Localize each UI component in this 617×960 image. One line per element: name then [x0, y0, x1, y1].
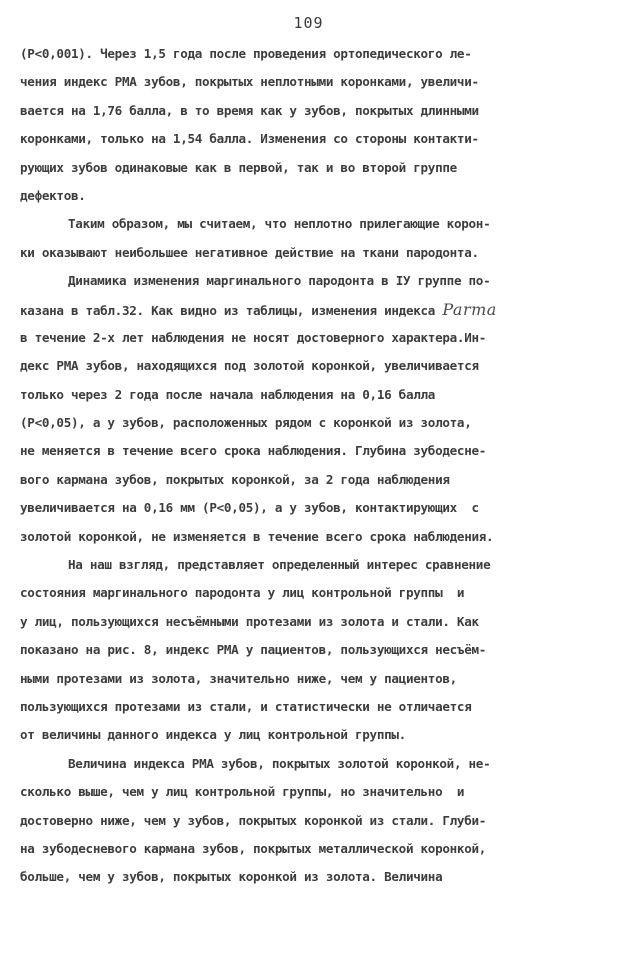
- text-line: [20, 466, 600, 494]
- text-line-content: На наш взгляд, представляет определенный интерес сравнение: [68, 557, 491, 573]
- text-line: [20, 381, 600, 409]
- text-line-content: у лиц, пользующихся несъёмными протезами из золота и стали. Как: [20, 613, 479, 629]
- page-number: 109: [293, 14, 324, 32]
- text-line-content: достоверно ниже, чем у зубов, покрытых коронкой из стали. Глуби-: [20, 812, 487, 828]
- text-line-content: показано на рис. 8, индекс РМА у пациентов, пользующихся несъём-: [20, 642, 487, 658]
- text-line: [20, 636, 600, 664]
- text-line-content: ными протезами из золота, значительно ниже, чем у пациентов,: [20, 670, 457, 686]
- text-line: [20, 523, 600, 551]
- text-line-content: Таким образом, мы считаем, что неплотно прилегающие корон-: [68, 216, 491, 232]
- text-line-content: казана в табл.32. Как видно из таблицы, изменения индекса: [20, 302, 443, 318]
- text-line-content: рующих зубов одинаковые как в первой, так и во второй группе: [20, 159, 457, 175]
- text-line: [20, 154, 600, 182]
- text-line: [20, 807, 600, 835]
- text-line: [20, 750, 600, 778]
- text-line-content: не меняется в течение всего срока наблюдения. Глубина зубодесне-: [20, 443, 487, 459]
- text-line-content: дефектов.: [20, 187, 86, 203]
- text-line-content: Величина индекса РМА зубов, покрытых золотой коронкой, не-: [68, 755, 491, 771]
- text-line: [20, 551, 600, 579]
- text-line: [20, 210, 600, 238]
- text-line: [20, 267, 600, 295]
- text-line-content: на зубодесневого кармана зубов, покрытых металлической коронкой,: [20, 840, 487, 856]
- text-line: [20, 324, 600, 352]
- text-line-content: вого кармана зубов, покрытых коронкой, за 2 года наблюдения: [20, 471, 450, 487]
- text-line: [20, 125, 600, 153]
- text-line: [20, 239, 600, 267]
- text-line: [20, 296, 600, 324]
- text-line-content: чения индекс РМА зубов, покрытых неплотными коронками, увеличи-: [20, 74, 479, 90]
- text-line-content: увеличивается на 0,16 мм (P<0,05), а у зубов, контактирующих с: [20, 500, 479, 516]
- text-line-content: пользующихся протезами из стали, и статистически не отличается: [20, 698, 472, 714]
- text-line: [20, 863, 600, 891]
- text-line-content: от величины данного индекса у лиц контрольной группы.: [20, 727, 406, 743]
- text-line: [20, 778, 600, 806]
- text-line-content: (P<0,001). Через 1,5 года после проведения ортопедического ле-: [20, 46, 472, 61]
- text-line-content: (P<0,05), а у зубов, расположенных рядом с коронкой из золота,: [20, 415, 472, 431]
- text-line-content: коронками, только на 1,54 балла. Изменения со стороны контакти-: [20, 131, 479, 147]
- text-line-content: ки оказывают неибольшее негативное действие на ткани пародонта.: [20, 244, 479, 260]
- text-line-content: Динамика изменения маргинального пародонта в IУ группе по-: [68, 273, 491, 289]
- text-line: [20, 608, 600, 636]
- text-line: [20, 409, 600, 437]
- text-line: [20, 494, 600, 522]
- text-line: [20, 97, 600, 125]
- text-line-content: золотой коронкой, не изменяется в течение всего срока наблюдения.: [20, 528, 494, 544]
- text-line: [20, 182, 600, 210]
- text-line: [20, 721, 600, 749]
- text-line: [20, 352, 600, 380]
- text-line-content: декс РМА зубов, находящихся под золотой коронкой, увеличивается: [20, 358, 479, 374]
- text-line: [20, 835, 600, 863]
- text-line-content: больше, чем у зубов, покрытых коронкой из золота. Величина: [20, 869, 443, 885]
- text-line-content: состояния маргинального пародонта у лиц контрольной группы и: [20, 585, 465, 601]
- text-line: [20, 665, 600, 693]
- text-line-content: сколько выше, чем у лиц контрольной группы, но значительно и: [20, 784, 465, 800]
- document-body-text: [20, 40, 600, 892]
- text-line: [20, 579, 600, 607]
- text-line-content: только через 2 года после начала наблюдения на 0,16 балла: [20, 386, 436, 402]
- text-line: [20, 40, 600, 68]
- text-line-content: вается на 1,76 балла, в то время как у зубов, покрытых длинными: [20, 102, 479, 118]
- handwritten-insertion: Parma: [442, 299, 497, 319]
- text-line: [20, 68, 600, 96]
- text-line: [20, 437, 600, 465]
- text-line: [20, 693, 600, 721]
- text-line-content: в течение 2-х лет наблюдения не носят достоверного характера.Ин-: [20, 329, 487, 345]
